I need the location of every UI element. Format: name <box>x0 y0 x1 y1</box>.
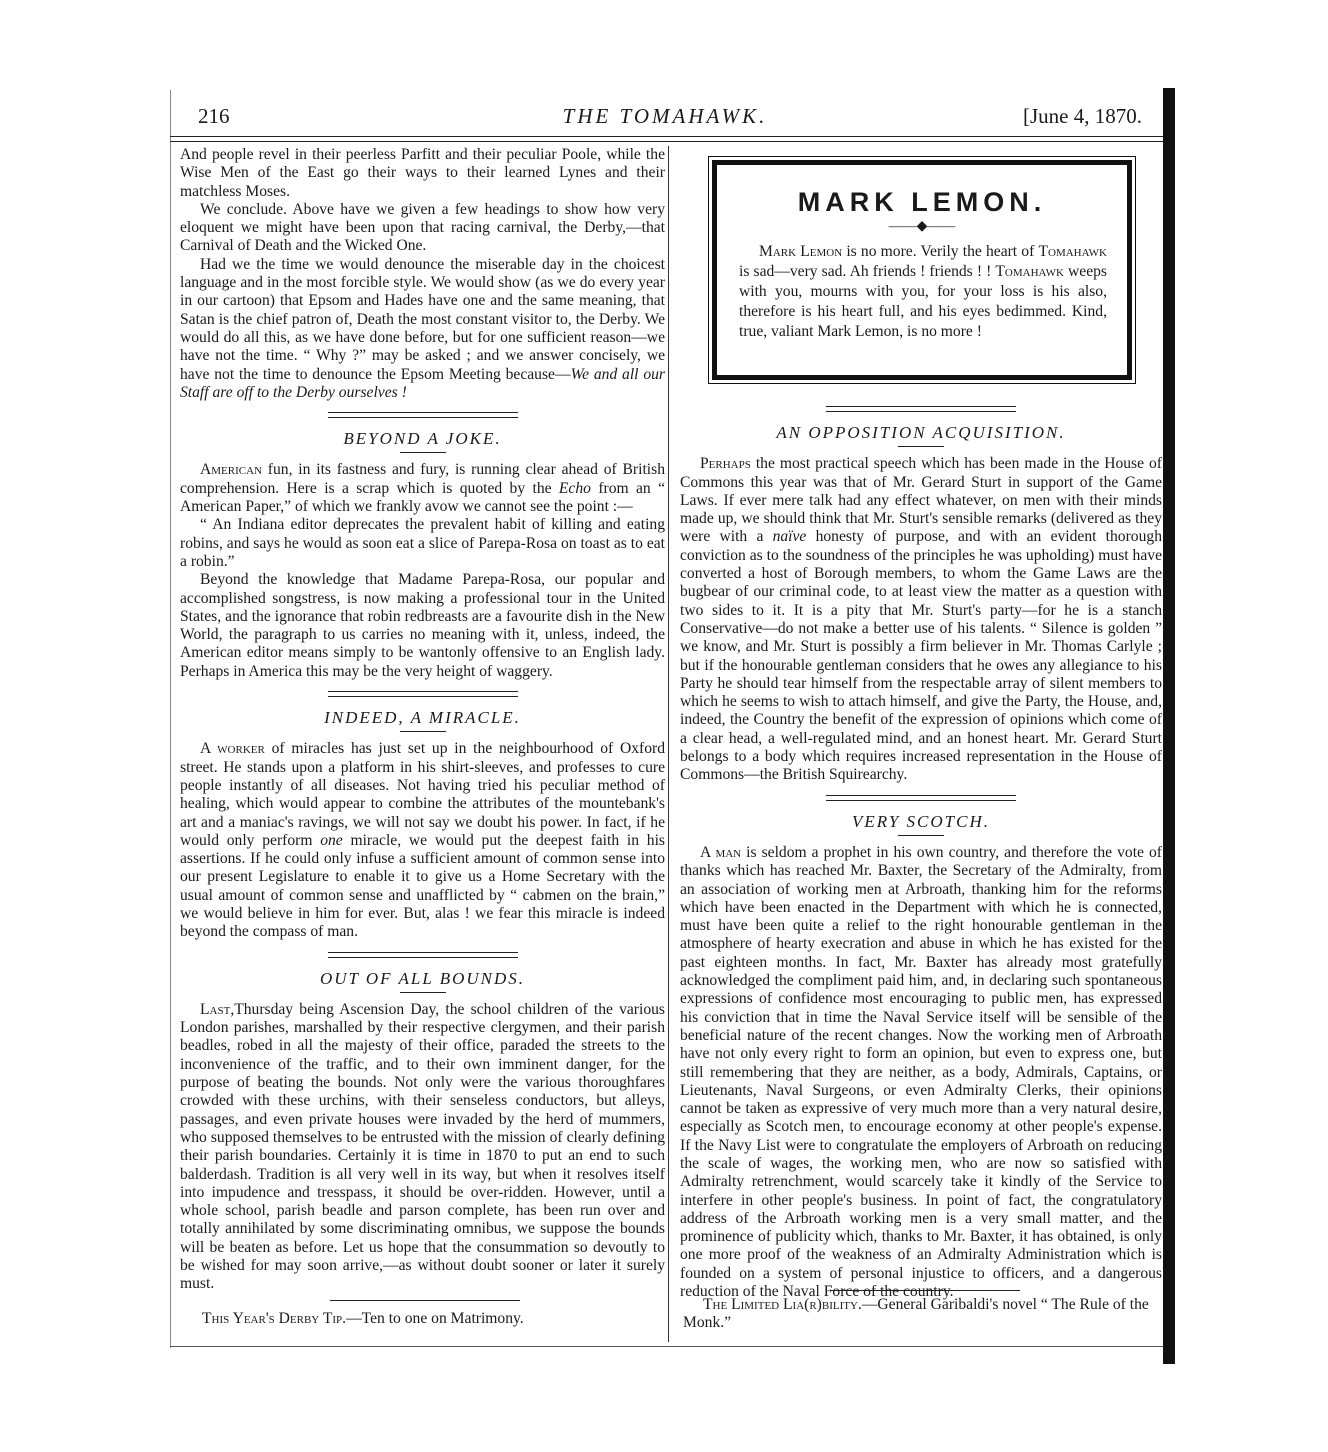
page-edge-bar <box>1163 88 1175 1364</box>
page-left-border <box>170 90 171 1348</box>
section-divider <box>826 795 1016 801</box>
heading-rule <box>400 731 446 732</box>
page-header <box>170 104 1160 134</box>
column-divider <box>668 146 669 1342</box>
section-divider <box>328 691 518 697</box>
header-rule-bottom <box>170 141 1163 142</box>
section-divider <box>328 412 518 418</box>
section-divider <box>826 406 1016 412</box>
heading-indeed-a-miracle: INDEED, A MIRACLE. <box>324 708 521 728</box>
intro-paragraph-3: Had we the time we would denounce the miserable day in the choicest language and in the most forcible style. We would show (as we do every year in our cartoon) that Epsom and Hades have one and the same meaning, that Satan is the chief patron of, Death the most constant visitor to, the Derby. We would do all this, as we have done before, but for one sufficient reason—we have not the time. “ Why ?” may be asked ; and we answer concisely, we have not the time to denounce the Epsom Meeting because—We and all our Staff are off to the Derby ourselves ! <box>180 255 665 401</box>
intro-italic: We and all our Staff are off to the Derby ourselves ! <box>180 365 665 401</box>
heading-rule <box>400 992 446 993</box>
scotch-paragraph: A man is seldom a prophet in his own country, and therefore the vote of thanks which has reached Mr. Baxter, the Secretary of the Admiralty, from an association of working men at Arbroath, thanking him for the reforms which have been enacted in the Department with which he is connected, must have been quite a relief to the right honourable gentleman in the atmosphere of hearty execration and abuse in which he has existed for the past eighteen months. In fact, Mr. Baxter has already most gratefully acknowledged the compliment paid him, and, in declaring such spontaneous expressions of confidence most encouraging to public men, has expressed his conviction that in time the Naval Service itself will be sensible of the beneficial nature of the recent changes. Now the working men of Arbroath have not only every right to form an opinion, but even to express one, but still remembering that they are neither, as a body, Admirals, Captains, or Lieutenants, Naval Surgeons, or even Admiralty Clerks, their opinions cannot be taken as expressive of very much more than a very natural desire, especially as Scotch men, to encourage economy at other people's expense. If the Navy List were to congratulate the employers of Arbroath on reducing the scale of wages, the working men, who are now so satisfied with Admiralty retrenchment, would scarcely take it kindly of the Service to interfere in other people's business. In point of fact, the congratulatory address of the Arbroath working men is a very small matter, and the prominence of publicity which, thanks to Mr. Baxter, it has obtained, is only one more proof of the weakness of an Admiralty Administration which is founded on a system of personal injustice to officers, and a dangerous reduction of the Naval Force of the country. <box>680 843 1162 1301</box>
issue-date: [June 4, 1870. <box>1023 104 1142 128</box>
page-number: 216 <box>198 104 230 128</box>
heading-opposition-acquisition: AN OPPOSITION ACQUISITION. <box>776 423 1066 442</box>
heading-rule <box>898 835 944 836</box>
left-column <box>180 146 665 1294</box>
heading-very-scotch: VERY SCOTCH. <box>852 811 990 831</box>
page-bottom-rule <box>170 1346 1163 1347</box>
beyond-paragraph-1: American fun, in its fastness and fury, is running clear ahead of British comprehension. Here is a scrap which is quoted by the Echo from an “ American Paper,” of which we frankly avow we cannot see the point :— <box>180 461 665 516</box>
beyond-paragraph-2: Beyond the knowledge that Madame Parepa-Rosa, our popular and accomplished songstress, is now making a professional tour in the United States, and the ignorance that robin redbreasts are a favourite dish in the New World, the paragraph to us carries no meaning with it, unless, indeed, the American editor means simply to be wantonly offensive to an English lady. Perhaps in America this may be the very height of waggery. <box>180 571 665 680</box>
footer-rule-right <box>830 1290 1020 1291</box>
intro-paragraph-2: We conclude. Above have we given a few headings to show how very eloquent we might have been upon that racing carnival, the Derby,—that Carnival of Death and the Wicked One. <box>180 200 665 255</box>
intro-paragraph-1: And people revel in their peerless Parfitt and their peculiar Poole, while the Wise Men of the East go their ways to their learned Lynes and their matchless Moses. <box>180 146 665 200</box>
heading-out-of-all-bounds: OUT OF ALL BOUNDS. <box>319 968 526 988</box>
heading-beyond-a-joke: BEYOND A JOKE. <box>343 429 502 449</box>
heading-rule <box>400 452 446 453</box>
bounds-paragraph: Last,Thursday being Ascension Day, the school children of the various London parishes, marshalled by their respective clergymen, and their parish beadles, robed in all the majesty of their office, paraded the streets to the inconvenience of the traffic, and to their own imminent danger, for the purpose of beating the bounds. Not only were the various thoroughfares crowded with these urchins, with their senseless conductors, but alleys, passages, and even private houses were invaded by the herd of mummers, who supposed themselves to be entrusted with the mission of clearly defining their parish boundaries. Certainly it is time in 1870 to put an end to such balderdash. Tradition is all very well in its way, but when it resolves itself into impudence and tresspass, it should be over-ridden. However, until a whole school, parish beadle and parson complete, has been run over and totally annihilated by some discriminating omnibus, we suppose the bounds will be beaten as before. Let us hope that the consummation so devoutly to be wished for may soon arrive,—as without doubt sooner or later it surely must. <box>180 1000 665 1293</box>
header-rule-top <box>170 136 1163 137</box>
opposition-paragraph: Perhaps the most practical speech which has been made in the House of Commons this year was that of Mr. Gerard Sturt in support of the Game Laws. If ever mere talk had any effect whatever, on men with their minds made up, we should think that Mr. Sturt's sensible remarks (delivered as they were with a naïve honesty of purpose, and with an evident thorough conviction as to the soundness of the principles he was upholding) must have converted a host of Borough members, to whom the Game Laws are the bugbear of our criminal code, to at least view the matter as a question with two sides to it. It is a pity that Mr. Sturt's party—for he is a stanch Conservative—do not make a better use of his talents. “ Silence is golden ” we know, and Mr. Sturt is possibly a firm believer in Mr. Thomas Carlyle ; but if the honourable gentleman considers that he owes any allegiance to his Party he should tear himself from the respectable array of silent members to which he seems to wish to attach himself, and give the Party, the House, and, indeed, the Country the benefit of the expression of opinions which come of a clear head, a well-regulated mind, and an honest heart. Mr. Gerard Sturt belongs to a body which requires increased representation in the House of Commons—the British Squirearchy. <box>680 455 1162 784</box>
limited-liability-note: The Limited Lia(r)bility.—General Garibaldi's novel “ The Rule of the Monk.” <box>683 1296 1149 1331</box>
mark-lemon-body: Mark Lemon is no more. Verily the heart of Tomahawk is sad—very sad. Ah friends ! friends ! ! Tomahawk weeps with you, mourns with you, for your loss is his also, therefore is his heart full, and his eyes bedimmed. Kind, true, valiant Mark Lemon, is no more ! <box>739 243 1108 340</box>
miracle-paragraph: A worker of miracles has just set up in the neighbourhood of Oxford street. He stands upon a platform in his shirt-sleeves, and professes to cure people instantly of all diseases. Not having tried his peculiar method of healing, which would appear to combine the attributes of the mountebank's art and a maniac's ravings, we will not say we doubt his power. In fact, if he would only perform one miracle, we would put the deepest faith in his assertions. If he could only infuse a sufficient amount of common sense into our present Legislature to enable it to give us a Home Secretary with the usual amount of common sense and unafflicted by “ cabmen on the brain,” we would believe in him for ever. But, alas ! we fear this miracle is indeed beyond the compass of man. <box>180 740 665 941</box>
mark-lemon-obituary-box <box>712 160 1132 380</box>
beyond-quote: “ An Indiana editor deprecates the prevalent habit of killing and eating robins, and says he would as soon eat a slice of Parepa-Rosa on toast as to eat a robin.” <box>180 516 665 570</box>
footer-rule-left <box>330 1300 520 1301</box>
derby-tip: This Year's Derby Tip.—Ten to one on Matrimony. <box>202 1310 524 1327</box>
mark-lemon-title: MARK LEMON. <box>797 187 1047 217</box>
ornament-divider: ——◆—— <box>888 219 956 234</box>
heading-rule <box>898 446 944 447</box>
section-divider <box>328 952 518 958</box>
page-title: THE TOMAHAWK. <box>562 104 768 128</box>
right-column <box>680 396 1162 1301</box>
